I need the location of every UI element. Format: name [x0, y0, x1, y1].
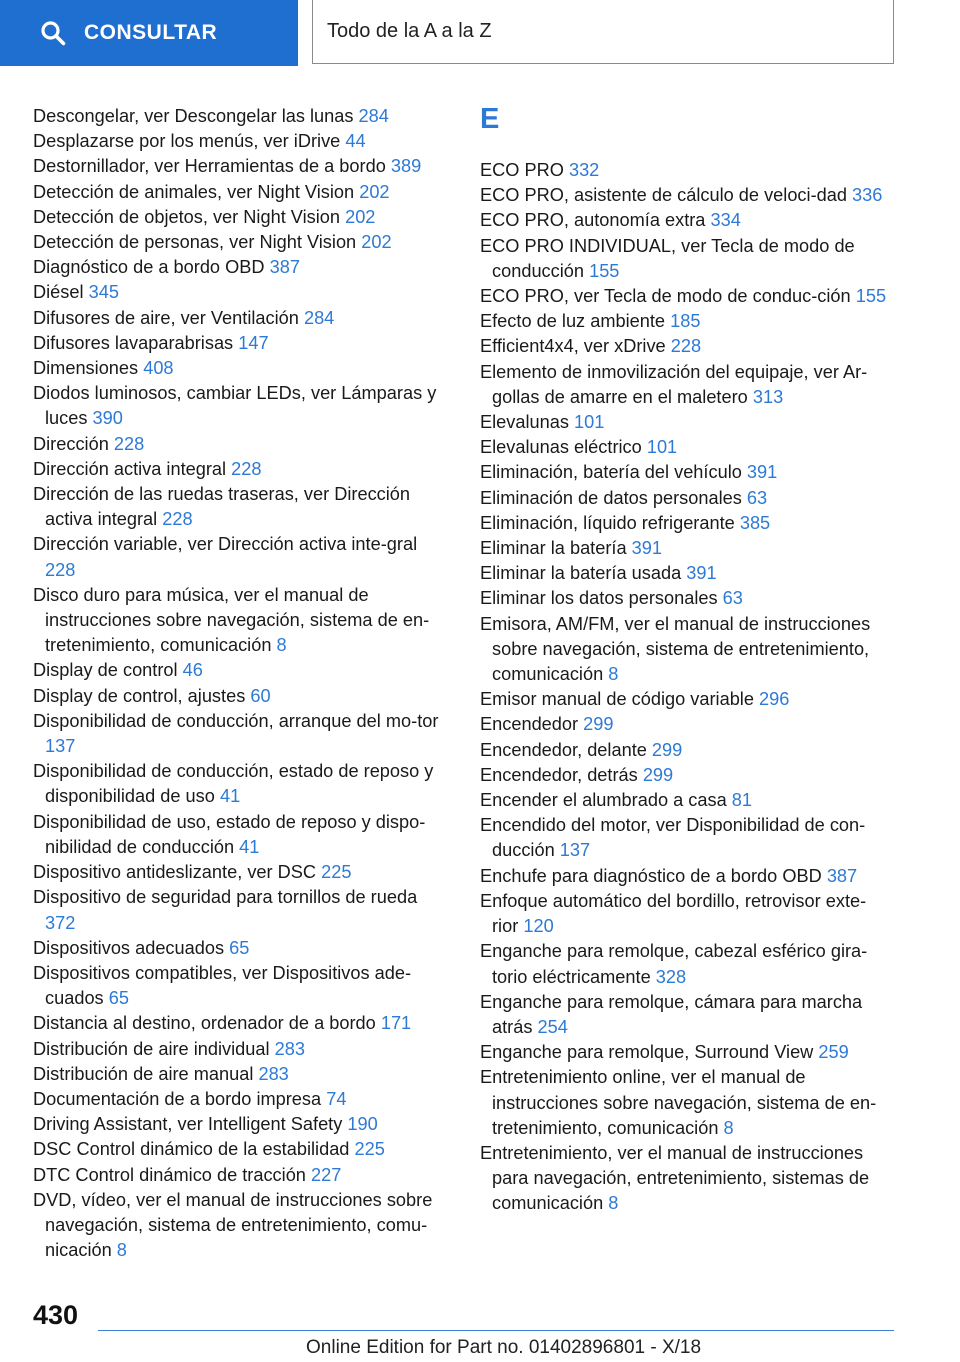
index-entry — [480, 360, 890, 410]
index-entry — [480, 1040, 890, 1065]
page-link[interactable]: 332 — [568, 160, 600, 180]
page-link[interactable]: 185 — [670, 311, 701, 332]
index-entry — [480, 536, 890, 561]
index-entry — [480, 612, 890, 688]
index-entry — [480, 763, 890, 788]
index-entry — [480, 813, 890, 863]
page-link[interactable]: 283 — [274, 1038, 305, 1059]
index-entry — [480, 158, 890, 183]
page-link[interactable]: 385 — [739, 512, 771, 533]
entry-text: Display de control — [33, 660, 178, 681]
page-link[interactable]: 155 — [589, 260, 620, 281]
entry-text: Detección de objetos, ver Night Vision — [33, 206, 341, 227]
index-entry — [33, 205, 448, 230]
entry-text: ECO PRO, ver Tecla de modo de conduc-ción — [480, 286, 851, 307]
page-link[interactable]: 391 — [686, 563, 717, 584]
entry-text: Disponibilidad de conducción, arranque del mo-tor — [33, 710, 439, 731]
index-column-left — [33, 104, 448, 1263]
breadcrumb[interactable] — [312, 0, 894, 64]
header — [0, 0, 960, 66]
entry-text: Eliminación, batería del vehículo — [480, 462, 742, 483]
entry-text: Eliminar la batería usada — [480, 563, 682, 584]
index-entry — [33, 255, 448, 280]
index-entry — [33, 936, 448, 961]
page-link[interactable]: 228 — [231, 458, 262, 479]
entry-text: ECO PRO — [480, 160, 564, 180]
index-entry — [480, 460, 890, 485]
entry-text: Entretenimiento, ver el manual de instrucciones para navegación, entretenimiento, sistemas de comunicación — [480, 1142, 870, 1214]
index-entry — [33, 482, 448, 532]
index-entry — [480, 738, 890, 763]
index-entry — [480, 183, 890, 208]
index-list-right — [480, 158, 890, 1217]
index-entry — [33, 1112, 448, 1137]
entry-text: DVD, vídeo, ver el manual de instrucciones sobre navegación, sistema de entretenimiento, comu-nicación — [33, 1189, 433, 1261]
index-entry — [33, 1087, 448, 1112]
page-link[interactable]: 259 — [818, 1042, 849, 1063]
index-entry — [33, 759, 448, 809]
page-link[interactable]: 44 — [345, 131, 366, 152]
page-link[interactable]: 63 — [746, 487, 768, 508]
page-link[interactable]: 299 — [651, 739, 683, 760]
index-entry — [480, 990, 890, 1040]
entry-text: Difusores lavaparabrisas — [33, 332, 234, 353]
page-link[interactable]: 101 — [574, 412, 605, 433]
index-entry — [480, 788, 890, 813]
index-entry — [33, 860, 448, 885]
page-link[interactable]: 336 — [852, 185, 883, 206]
index-entry — [33, 180, 448, 205]
index-entry — [480, 284, 890, 309]
page-link[interactable]: 389 — [390, 156, 422, 177]
page-link[interactable]: 299 — [583, 714, 614, 735]
consult-button[interactable] — [0, 0, 298, 66]
page-link[interactable]: 284 — [303, 307, 335, 328]
index-entry — [33, 583, 448, 659]
page-link[interactable]: 8 — [116, 1240, 127, 1261]
page-link[interactable]: 334 — [710, 210, 741, 231]
entry-text: Eliminación de datos personales — [480, 487, 742, 508]
entry-text: Desplazarse por los menús, ver iDrive — [33, 131, 341, 152]
index-entry — [480, 234, 890, 284]
entry-text: Dimensiones — [33, 358, 139, 379]
index-entry — [33, 810, 448, 860]
page-link[interactable]: 41 — [239, 836, 260, 857]
entry-text: Encendedor, delante — [480, 739, 647, 760]
index-entry — [33, 104, 448, 129]
entry-text: Eliminar la batería — [480, 538, 627, 559]
index-entry — [33, 709, 448, 759]
page-link[interactable]: 8 — [723, 1117, 734, 1138]
page-link[interactable]: 225 — [354, 1139, 385, 1160]
index-entry — [480, 712, 890, 737]
entry-text: Elemento de inmovilización del equipaje, ver Ar-gollas de amarre en el maletero — [480, 361, 868, 407]
entry-text: DSC Control dinámico de la estabilidad — [33, 1139, 350, 1160]
page-link[interactable]: 225 — [321, 862, 352, 883]
index-entry — [33, 961, 448, 1011]
page-link[interactable]: 387 — [826, 865, 858, 886]
entry-text: Diodos luminosos, cambiar LEDs, ver Lámparas y luces — [33, 383, 437, 429]
index-entry — [480, 586, 890, 611]
page-link[interactable]: 171 — [380, 1013, 412, 1034]
index-entry — [33, 457, 448, 482]
index-entry — [33, 331, 448, 356]
entry-text: Enganche para remolque, cabezal esférico gira-torio eléctricamente — [480, 941, 868, 987]
entry-text: Elevalunas — [480, 412, 569, 433]
page-link[interactable]: 228 — [670, 336, 702, 357]
index-entry — [480, 410, 890, 435]
entry-text: Dispositivos compatibles, ver Dispositivos ade-cuados — [33, 962, 412, 1009]
page-link[interactable]: 372 — [45, 912, 76, 933]
entry-text: Encendido del motor, ver Disponibilidad de con-ducción — [480, 815, 866, 861]
entry-text: Detección de animales, ver Night Vision — [33, 181, 355, 202]
page-link[interactable]: 137 — [45, 736, 76, 757]
entry-text: Dispositivo antideslizante, ver DSC — [33, 862, 317, 883]
page-link[interactable]: 227 — [310, 1164, 342, 1185]
page-link[interactable]: 408 — [143, 358, 174, 379]
entry-text: Disponibilidad de uso, estado de reposo y dispo-nibilidad de conducción — [33, 811, 426, 857]
page-link[interactable]: 299 — [642, 764, 674, 785]
entry-text: Detección de personas, ver Night Vision — [33, 232, 357, 253]
page-link[interactable]: 8 — [276, 635, 287, 656]
page-link[interactable]: 46 — [182, 660, 203, 681]
entry-text: Eliminar los datos personales — [480, 588, 718, 609]
page-link[interactable]: 254 — [537, 1016, 568, 1037]
page-link[interactable]: 283 — [258, 1063, 289, 1084]
entry-text: Difusores de aire, ver Ventilación — [33, 307, 299, 328]
index-entry — [33, 230, 448, 255]
page-link[interactable]: 328 — [655, 966, 687, 987]
entry-text: Dispositivo de seguridad para tornillos de rueda — [33, 887, 418, 908]
entry-text: ECO PRO INDIVIDUAL, ver Tecla de modo de conducción — [480, 235, 855, 281]
index-entry — [33, 381, 448, 431]
page-link[interactable]: 190 — [347, 1114, 378, 1135]
page-link[interactable]: 147 — [238, 332, 269, 353]
page-link[interactable]: 8 — [608, 664, 619, 685]
entry-text: Dirección de las ruedas traseras, ver Dirección activa integral — [33, 484, 411, 530]
section-letter: E — [480, 103, 500, 135]
entry-text: Dirección variable, ver Dirección activa inte-gral — [33, 534, 418, 555]
entry-text: Disco duro para música, ver el manual de instrucciones sobre navegación, sistema de en-tretenimiento, comunicación — [33, 584, 430, 656]
entry-text: Distancia al destino, ordenador de a bordo — [33, 1013, 376, 1034]
page-link[interactable]: 63 — [722, 588, 743, 609]
page-link[interactable]: 8 — [608, 1193, 619, 1214]
index-entry — [33, 1188, 448, 1264]
page-link[interactable]: 155 — [855, 286, 887, 307]
entry-text: Enganche para remolque, cámara para marcha atrás — [480, 991, 863, 1037]
index-entry — [480, 1065, 890, 1141]
page-link[interactable]: 390 — [92, 408, 123, 429]
entry-text: Entretenimiento online, ver el manual de instrucciones sobre navegación, sistema de en-tretenimiento, comunicación — [480, 1067, 877, 1138]
index-entry — [480, 561, 890, 586]
entry-text: Distribución de aire manual — [33, 1063, 254, 1084]
entry-text: Elevalunas eléctrico — [480, 437, 642, 458]
entry-text: Distribución de aire individual — [33, 1038, 270, 1059]
page-link[interactable]: 228 — [45, 559, 76, 580]
index-entry — [33, 658, 448, 683]
page-link[interactable]: 296 — [759, 689, 790, 710]
index-entry — [480, 1141, 890, 1217]
footer-divider — [98, 1330, 894, 1331]
breadcrumb-text: Todo de la A a la Z — [327, 20, 492, 42]
page-link[interactable]: 60 — [250, 685, 271, 706]
index-entry — [33, 306, 448, 331]
entry-text: DTC Control dinámico de tracción — [33, 1164, 306, 1185]
index-entry — [33, 1011, 448, 1036]
index-entry — [33, 1163, 448, 1188]
page-link[interactable]: 65 — [108, 988, 129, 1009]
search-icon — [40, 20, 66, 46]
index-entry — [480, 334, 890, 359]
page-link[interactable]: 228 — [113, 433, 145, 454]
index-entry — [33, 129, 448, 154]
page-link[interactable]: 202 — [361, 232, 392, 253]
index-entry — [480, 309, 890, 334]
entry-text: Diésel — [33, 282, 84, 303]
index-entry — [33, 154, 448, 179]
page-link[interactable]: 387 — [269, 257, 300, 278]
entry-text: Efecto de luz ambiente — [480, 311, 666, 332]
index-column-right — [480, 104, 890, 1217]
page-link[interactable]: 391 — [631, 538, 662, 559]
entry-text: Encendedor — [480, 714, 579, 735]
entry-text: Emisora, AM/FM, ver el manual de instrucciones sobre navegación, sistema de entretenimiento, comunicación — [480, 613, 871, 685]
page-link[interactable]: 313 — [752, 386, 784, 407]
entry-text: Documentación de a bordo impresa — [33, 1088, 322, 1109]
page-link[interactable]: 202 — [345, 206, 376, 227]
index-entry — [33, 1137, 448, 1162]
index-entry — [33, 1037, 448, 1062]
consult-label: CONSULTAR — [84, 21, 218, 44]
index-entry — [480, 208, 890, 233]
entry-text: Enganche para remolque, Surround View — [480, 1042, 814, 1063]
entry-text: Display de control, ajustes — [33, 685, 246, 706]
index-entry — [480, 435, 890, 460]
index-entry — [33, 1062, 448, 1087]
index-entry — [33, 532, 448, 582]
entry-text: Diagnóstico de a bordo OBD — [33, 257, 265, 278]
page-link[interactable]: 284 — [358, 106, 389, 126]
index-entry — [33, 356, 448, 381]
index-entry — [480, 486, 890, 511]
page-link[interactable]: 101 — [646, 437, 678, 458]
entry-text: Destornillador, ver Herramientas de a bordo — [33, 156, 386, 177]
page-link[interactable]: 41 — [219, 786, 241, 807]
index-entry — [33, 280, 448, 305]
entry-text: ECO PRO, asistente de cálculo de veloci-dad — [480, 185, 847, 206]
entry-text: Disponibilidad de conducción, estado de reposo y disponibilidad de uso — [33, 761, 434, 807]
index-entry — [480, 864, 890, 889]
page-link[interactable]: 120 — [523, 916, 554, 937]
entry-text: ECO PRO, autonomía extra — [480, 210, 706, 231]
entry-text: Dirección — [33, 433, 109, 454]
entry-text: Driving Assistant, ver Intelligent Safety — [33, 1114, 343, 1135]
entry-text: Enfoque automático del bordillo, retrovisor exte-rior — [480, 890, 867, 937]
entry-text: Efficient4x4, ver xDrive — [480, 336, 666, 357]
entry-text: Dispositivos adecuados — [33, 937, 225, 958]
page-link[interactable]: 345 — [88, 282, 119, 303]
page-link[interactable]: 202 — [359, 181, 390, 202]
entry-text: Encender el alumbrado a casa — [480, 790, 727, 811]
index-entry — [480, 687, 890, 712]
page-link[interactable]: 74 — [326, 1088, 347, 1109]
entry-text: Eliminación, líquido refrigerante — [480, 512, 735, 533]
entry-text: Dirección activa integral — [33, 458, 227, 479]
entry-text: Enchufe para diagnóstico de a bordo OBD — [480, 865, 822, 886]
index-entry — [33, 432, 448, 457]
footer-edition: Online Edition for Part no. 01402896801 - X/18 — [306, 1337, 702, 1358]
index-entry — [480, 889, 890, 939]
page-number: 430 — [33, 1300, 79, 1330]
index-entry — [33, 885, 448, 935]
entry-text: Encendedor, detrás — [480, 764, 638, 785]
index-entry — [480, 939, 890, 989]
page-link[interactable]: 228 — [162, 509, 193, 530]
page-link[interactable]: 137 — [559, 840, 591, 861]
index-entry — [480, 511, 890, 536]
entry-text: Descongelar, ver Descongelar las lunas — [33, 106, 354, 126]
page-link[interactable]: 391 — [746, 462, 778, 483]
page-link[interactable]: 81 — [731, 790, 752, 811]
entry-text: Emisor manual de código variable — [480, 689, 754, 710]
page-link[interactable]: 65 — [229, 937, 250, 958]
index-entry — [33, 684, 448, 709]
